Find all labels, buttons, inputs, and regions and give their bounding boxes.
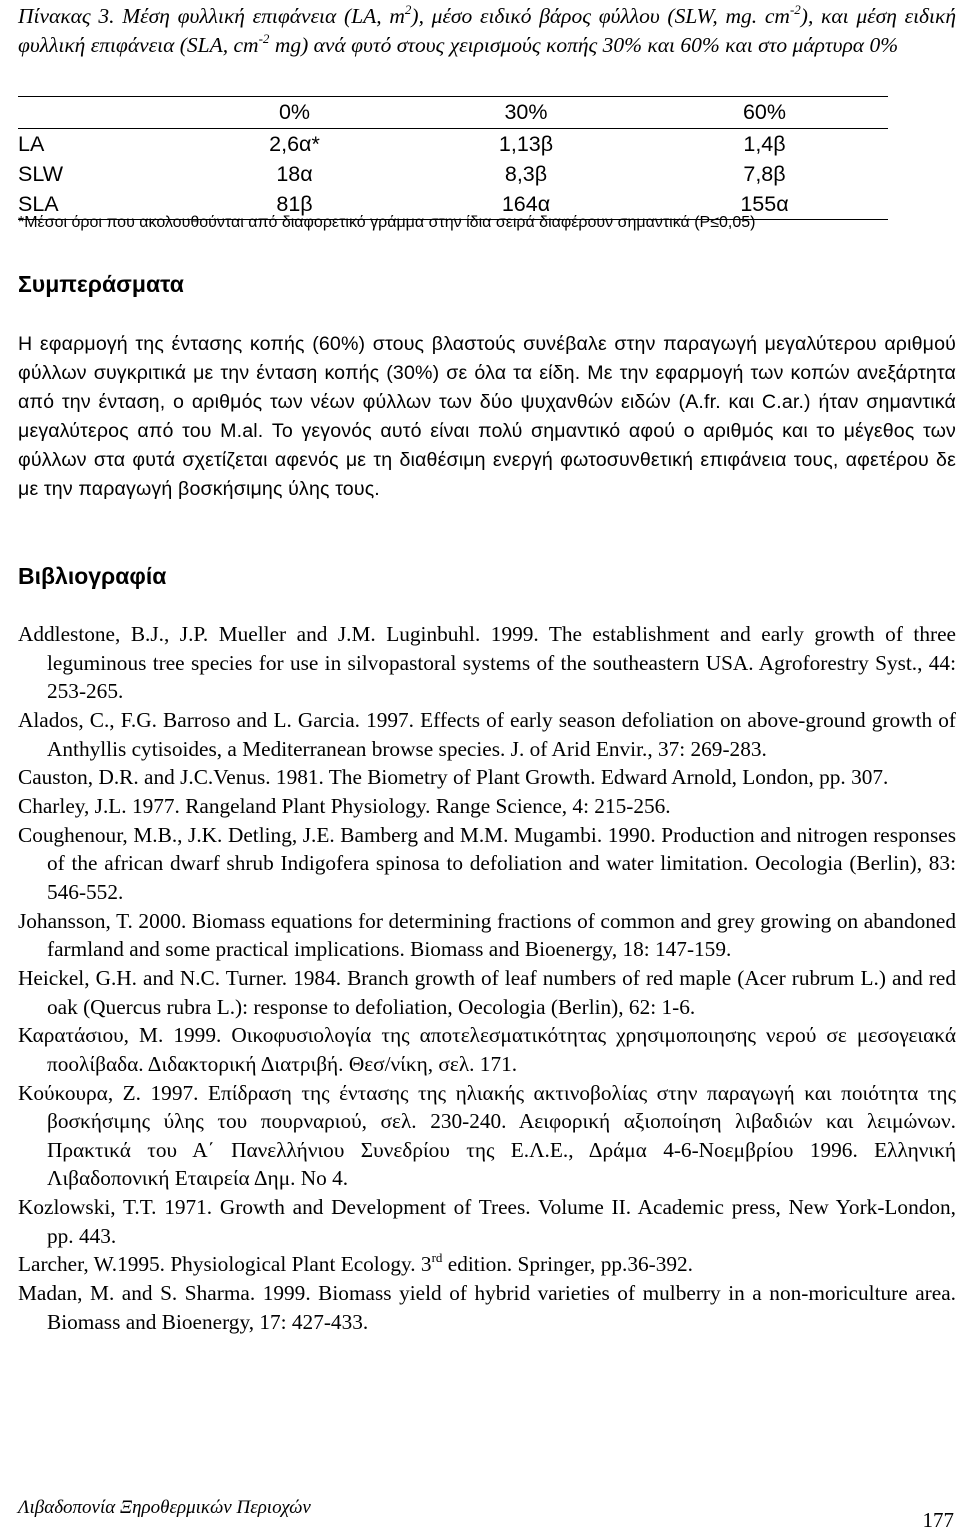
reference-item: Καρατάσιου, Μ. 1999. Οικοφυσιολογία της αποτελεσματικότητας χρησιμοποιησης νερού σε μεσογειακά ποολίβαδα. Διδακτορική Διατριβή. Θεσ/νίκη, σελ. 171. — [18, 1023, 956, 1076]
reference-item: Kozlowski, T.T. 1971. Growth and Development of Trees. Volume II. Academic press, New York-London, pp. 443. — [18, 1195, 956, 1248]
running-footer-title: Λιβαδοπονία Ξηροθερμικών Περιοχών — [18, 1497, 311, 1518]
reference-item: Κούκουρα, Ζ. 1997. Επίδραση της έντασης της ηλιακής ακτινοβολίας στην παραγωγή και ποιότητα της βοσκήσιμης ύλης του πουρναριού, σελ. 230-240. Αειφορική αξιοποίηση λιβαδιών και λειμώνων. Πρακτικά του Α΄ Πανελλήνιου Συνεδρίου της Ε.Λ.Ε., Δράμα 4-6-Νοεμβρίου 1996. Ελληνική Λιβαδοπονική Εταιρεία Δημ. Νο 4. — [18, 1080, 956, 1191]
table-cell: 7,8β — [743, 161, 786, 186]
reference-item — [18, 1250, 956, 1279]
table-cell: 81β — [178, 189, 411, 220]
conclusions-heading: Συμπεράσματα — [18, 271, 184, 297]
reference-item: Johansson, T. 2000. Biomass equations for determining fractions of common and grey growing on abandoned farmland and some practical implications. Biomass and Bioenergy, 18: 147-159. — [18, 908, 956, 962]
reference-item: Causton, D.R. and J.C.Venus. 1981. The Biometry of Plant Growth. Edward Arnold, London, pp. 307. — [18, 765, 889, 790]
caption-part: ), μέσο ειδικό βάρος φύλλου (SLW, mg. cm — [411, 4, 790, 28]
table-column-header: 0% — [178, 97, 411, 129]
caption-superscript: -2 — [258, 30, 270, 46]
reference-text: edition. Springer, pp.36-392. — [442, 1252, 693, 1277]
reference-item: Alados, C., F.G. Barroso and L. Garcia. 1997. Effects of early season defoliation on above-ground growth of Anthyllis cytisoides, a Mediterranean browse species. J. of Arid Envir., 37: 269-283. — [18, 707, 956, 761]
table-row-label: SLW — [18, 161, 63, 186]
caption-part: Πίνακας 3. Μέση φυλλική επιφάνεια (LA, m — [18, 4, 405, 28]
reference-text: Larcher, W.1995. Physiological Plant Ecology. 3 — [18, 1252, 432, 1277]
table-cell: 1,4β — [743, 131, 786, 156]
reference-list — [18, 620, 956, 1336]
table-cell: 18α — [276, 161, 313, 186]
reference-item: Addlestone, B.J., J.P. Mueller and J.M. Luginbuhl. 1999. The establishment and early growth of three leguminous tree species for use in silvopastoral systems of the southeastern USA. Agroforestry Syst., 44: 253-265. — [18, 622, 956, 704]
table-header-corner — [18, 97, 178, 129]
table-caption — [18, 2, 956, 60]
references-heading: Βιβλιογραφία — [18, 563, 167, 589]
caption-part: ), και μέση ειδική φυλλική επιφάνεια (SLA, cm — [18, 4, 956, 57]
table-row-label: LA — [18, 131, 45, 156]
page-number: 177 — [922, 1508, 954, 1532]
table-row — [18, 159, 888, 189]
reference-superscript: rd — [431, 1250, 443, 1266]
table-footnote: *Μέσοι όροι που ακολουθούνται από διαφορετικό γράμμα στην ίδια σειρά διαφέρουν σημαντικά (P≤0,05) — [18, 214, 756, 231]
reference-item: Charley, J.L. 1977. Rangeland Plant Physiology. Range Science, 4: 215-256. — [18, 793, 671, 818]
table-cell: 8,3β — [504, 161, 548, 186]
caption-part: mg) ανά φυτό στους χειρισμούς κοπής 30% και 60% και στο μάρτυρα 0% — [269, 33, 899, 57]
reference-item: Coughenour, M.B., J.K. Detling, J.E. Bamberg and M.M. Mugambi. 1990. Production and nitrogen responses of the african dwarf shrub Indigofera spinosa to defoliation and water limitation. Oecologia (Berlin), 83: 546-552. — [18, 822, 956, 904]
table-row — [18, 129, 888, 160]
table-cell: 1,13β — [498, 131, 554, 156]
table-column-header: 30% — [411, 97, 641, 129]
table-cell: 155α — [641, 189, 888, 220]
caption-superscript: 2 — [404, 1, 412, 17]
table-column-header: 60% — [641, 97, 888, 129]
reference-item: Madan, M. and S. Sharma. 1999. Biomass yield of hybrid varieties of mulberry in a non-moriculture area. Biomass and Bioenergy, 17: 427-433. — [18, 1281, 956, 1334]
caption-superscript: -2 — [789, 1, 801, 17]
table-cell: 2,6α* — [269, 131, 320, 156]
table-header-row — [18, 97, 888, 129]
table-row-label: SLA — [18, 189, 178, 220]
table-cell: 164α — [411, 189, 641, 220]
conclusions-paragraph: Η εφαρμογή της έντασης κοπής (60%) στους βλαστούς συνέβαλε στην παραγωγή μεγαλύτερου αριθμού φύλλων συγκριτικά με την ένταση κοπής (30%) σε όλα τα είδη. Με την εφαρμογή των κοπών ανεξάρτητα από την ένταση, ο αριθμός των νέων φύλλων των δύο ψυχανθών ειδών (A.fr. και C.ar.) ήταν σημαντικά μεγαλύτερος από του M.al. Το γεγονός αυτό είναι πολύ σημαντικό αφού ο αριθμός και το μέγεθος των φύλλων στα φυτά σχετίζεται αφενός με τη διαθέσιμη ενεργή φωτοσυνθετική επιφάνεια τους, αφετέρου δε με την παραγωγή βοσκήσιμης ύλης τους. — [18, 333, 956, 500]
reference-item: Heickel, G.H. and N.C. Turner. 1984. Branch growth of leaf numbers of red maple (Acer rubrum L.) and red oak (Quercus rubra L.): response to defoliation, Oecologia (Berlin), 62: 1-6. — [18, 965, 956, 1019]
results-table — [18, 96, 888, 220]
